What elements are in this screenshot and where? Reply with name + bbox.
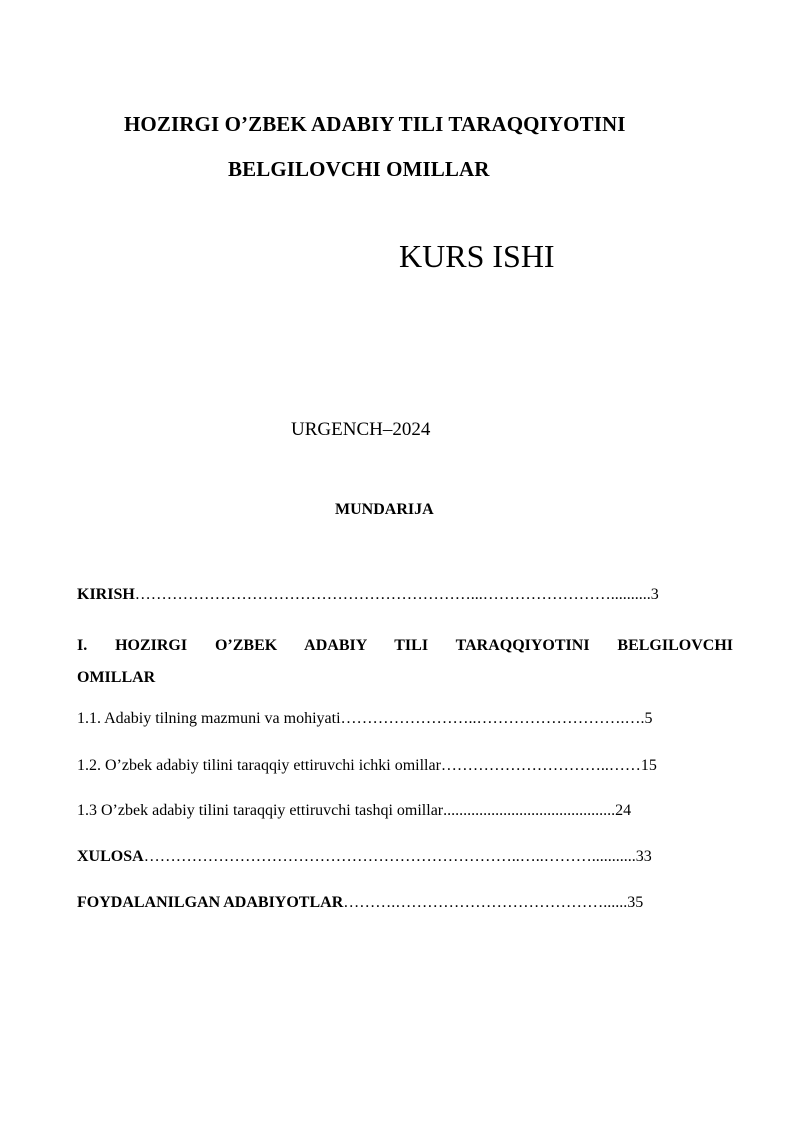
toc-entry-kirish [77,586,733,604]
toc-entry-label: XULOSA [77,848,144,865]
toc-page-number: 3 [650,586,659,603]
toc-chapter-line-1: I. HOZIRGI O’ZBEK ADABIY TILI TARAQQIYOTINI BELGILOVCHI [77,637,733,654]
toc-chapter-1 [77,630,733,694]
toc-entry-label: 1.3 O’zbek adabiy tilini taraqqiy ettiruvchi tashqi omillar [77,802,444,819]
toc-entry-xulosa [77,848,733,866]
toc-leader-dots: ……………………..……………………….…. [340,710,645,727]
toc-page-number: 24 [615,802,632,819]
toc-leader-dots: ……………………………………………………………..…..………........... [143,848,636,865]
toc-page-number: 5 [644,710,653,727]
toc-leader-dots: ……….…………………………………...... [343,894,628,911]
toc-leader-dots: ………………………………………………………...…………………….......... [134,586,651,603]
toc-page-number: 15 [640,757,657,774]
toc-entry-adabiyotlar [77,894,733,912]
toc-entry-1-3 [77,802,733,820]
toc-heading: MUNDARIJA [335,501,434,518]
toc-page-number: 33 [635,848,652,865]
toc-entry-label: 1.1. Adabiy tilning mazmuni va mohiyati [77,710,341,727]
toc-entry-label: 1.2. O’zbek adabiy tilini taraqqiy ettiruvchi ichki omillar [77,757,441,774]
toc-entry-1-2 [77,757,733,775]
toc-leader-dots: ........................................... [443,802,616,819]
toc-leader-dots: …………………………..…… [440,757,641,774]
work-type-heading: KURS ISHI [399,238,555,274]
toc-chapter-line-2: OMILLAR [77,669,156,686]
document-title-line-2: BELGILOVCHI OMILLAR [228,157,490,181]
city-year: URGENCH–2024 [291,419,431,440]
toc-entry-label: KIRISH [77,586,135,603]
toc-entry-1-1 [77,710,733,728]
toc-page-number: 35 [627,894,644,911]
toc-entry-label: FOYDALANILGAN ADABIYOTLAR [77,894,344,911]
document-title-line-1: HOZIRGI O’ZBEK ADABIY TILI TARAQQIYOTINI [124,112,626,136]
